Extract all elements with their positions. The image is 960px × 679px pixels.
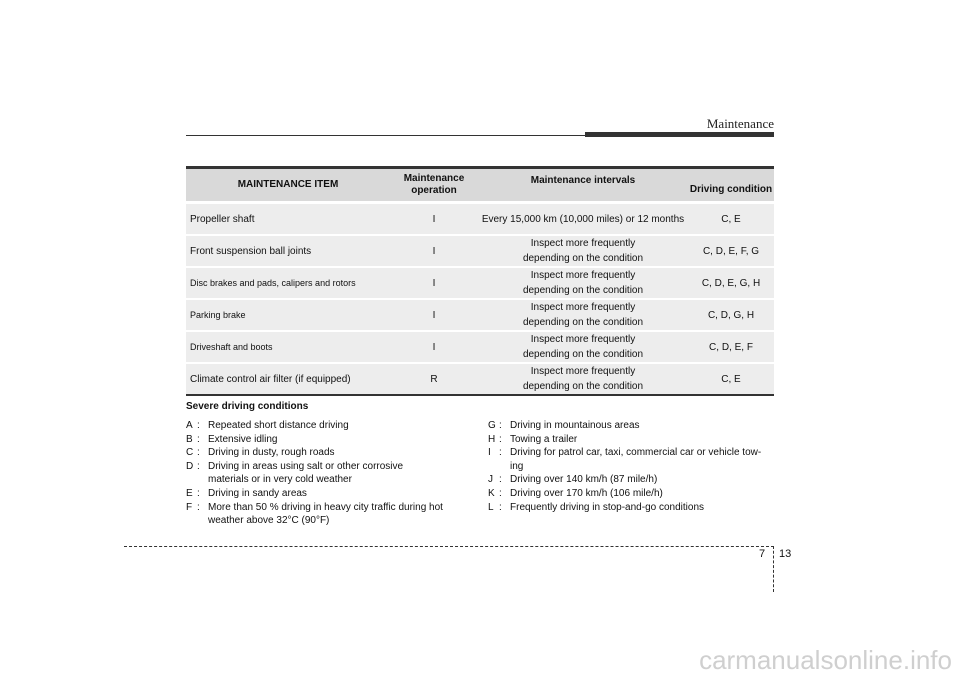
section-title: Maintenance	[706, 116, 774, 131]
col-header-item: MAINTENANCE ITEM	[186, 168, 390, 203]
header-rule-accent	[585, 132, 774, 137]
condition-key: B	[186, 433, 193, 445]
row-item: Disc brakes and pads, calipers and rotors	[186, 267, 390, 299]
condition-text: Driving in sandy areas	[208, 487, 307, 499]
row-interval-text: Inspect more frequently depending on the condition	[522, 366, 644, 392]
col-header-operation	[390, 168, 478, 203]
row-condition: C, D, E, F, G	[688, 235, 774, 267]
col-header-condition: Driving condition	[688, 168, 774, 203]
condition-item	[488, 419, 774, 433]
row-operation: I	[390, 299, 478, 331]
severe-conditions-left	[186, 419, 488, 528]
col-header-interval: Maintenance intervals	[478, 168, 688, 203]
condition-text: Driving in areas using salt or other corrosive materials or in very cold weather	[208, 460, 404, 486]
condition-item	[186, 419, 488, 433]
row-operation: I	[390, 235, 478, 267]
condition-key: K	[488, 487, 495, 499]
severe-conditions-right	[488, 419, 774, 528]
row-interval-text: Inspect more frequently depending on the condition	[522, 302, 644, 328]
condition-key: C	[186, 447, 194, 459]
condition-item	[488, 487, 774, 501]
condition-key: L	[488, 501, 494, 513]
row-interval-text: Inspect more frequently depending on the condition	[522, 238, 644, 264]
row-item: Front suspension ball joints	[186, 235, 390, 267]
condition-text: Driving over 170 km/h (106 mile/h)	[510, 487, 663, 499]
row-interval	[478, 267, 688, 299]
row-operation: I	[390, 267, 478, 299]
condition-text: Driving over 140 km/h (87 mile/h)	[510, 474, 658, 486]
footer-divider	[124, 546, 774, 547]
condition-item	[488, 433, 774, 447]
condition-text: More than 50 % driving in heavy city traffic during hot weather above 32°C (90°F)	[208, 501, 443, 527]
chapter-number: 7	[759, 548, 766, 560]
condition-separator: :	[499, 420, 502, 431]
row-condition: C, E	[688, 203, 774, 236]
condition-key: I	[488, 447, 491, 459]
condition-separator: :	[197, 447, 200, 459]
condition-item	[186, 460, 488, 487]
severe-conditions-title: Severe driving conditions	[186, 401, 309, 412]
row-interval-text: Inspect more frequently depending on the condition	[522, 270, 644, 296]
watermark: carmanualsonline.info	[699, 645, 952, 675]
condition-key: H	[488, 433, 496, 445]
condition-item	[186, 487, 488, 501]
row-interval	[478, 299, 688, 331]
table-header-row	[186, 168, 774, 203]
row-item: Parking brake	[186, 299, 390, 331]
condition-item	[186, 501, 488, 528]
condition-key: J	[488, 474, 493, 486]
condition-separator: :	[499, 474, 502, 486]
row-condition: C, D, E, G, H	[688, 267, 774, 299]
row-interval	[478, 331, 688, 363]
row-condition: C, E	[688, 363, 774, 395]
condition-separator: :	[197, 487, 200, 499]
table-row	[186, 299, 774, 331]
table-row	[186, 203, 774, 236]
condition-separator: :	[499, 501, 502, 513]
table-row	[186, 331, 774, 363]
condition-text: Driving in dusty, rough roads	[208, 447, 335, 459]
condition-item	[488, 473, 774, 487]
condition-item	[186, 446, 488, 460]
col-header-operation-text: Maintenance operation	[403, 173, 465, 196]
condition-separator: :	[197, 433, 200, 445]
condition-key: G	[488, 420, 496, 431]
table-row	[186, 363, 774, 395]
row-item: Propeller shaft	[186, 203, 390, 236]
page-number-value: 13	[779, 548, 792, 560]
condition-text: Frequently driving in stop-and-go conditions	[510, 501, 704, 513]
condition-separator: :	[499, 487, 502, 499]
condition-text: Driving for patrol car, taxi, commercial car or vehicle tow-ing	[510, 447, 762, 472]
condition-key: E	[186, 487, 193, 499]
condition-separator: :	[499, 433, 502, 445]
page-number-divider	[773, 546, 774, 592]
row-item: Driveshaft and boots	[186, 331, 390, 363]
row-interval	[478, 235, 688, 267]
severe-conditions	[186, 401, 774, 528]
maintenance-table	[186, 166, 774, 396]
row-operation: R	[390, 363, 478, 395]
condition-text: Driving in mountainous areas	[510, 420, 640, 431]
condition-separator: :	[197, 460, 200, 472]
condition-key: D	[186, 460, 194, 472]
row-item: Climate control air filter (if equipped)	[186, 363, 390, 395]
condition-item	[186, 433, 488, 447]
condition-separator: :	[197, 420, 200, 431]
condition-text: Towing a trailer	[510, 433, 578, 445]
condition-item	[488, 501, 774, 515]
row-interval: Every 15,000 km (10,000 miles) or 12 months	[478, 203, 688, 236]
row-operation: I	[390, 331, 478, 363]
condition-text: Extensive idling	[208, 433, 278, 445]
row-interval	[478, 363, 688, 395]
row-interval-text: Inspect more frequently depending on the condition	[522, 334, 644, 360]
table-row	[186, 267, 774, 299]
table-row	[186, 235, 774, 267]
row-condition: C, D, G, H	[688, 299, 774, 331]
condition-item	[488, 446, 774, 473]
condition-separator: :	[499, 447, 502, 459]
row-condition: C, D, E, F	[688, 331, 774, 363]
row-operation: I	[390, 203, 478, 236]
condition-key: F	[186, 501, 193, 513]
condition-key: A	[186, 420, 193, 431]
condition-text: Repeated short distance driving	[208, 420, 349, 431]
condition-separator: :	[197, 501, 200, 513]
